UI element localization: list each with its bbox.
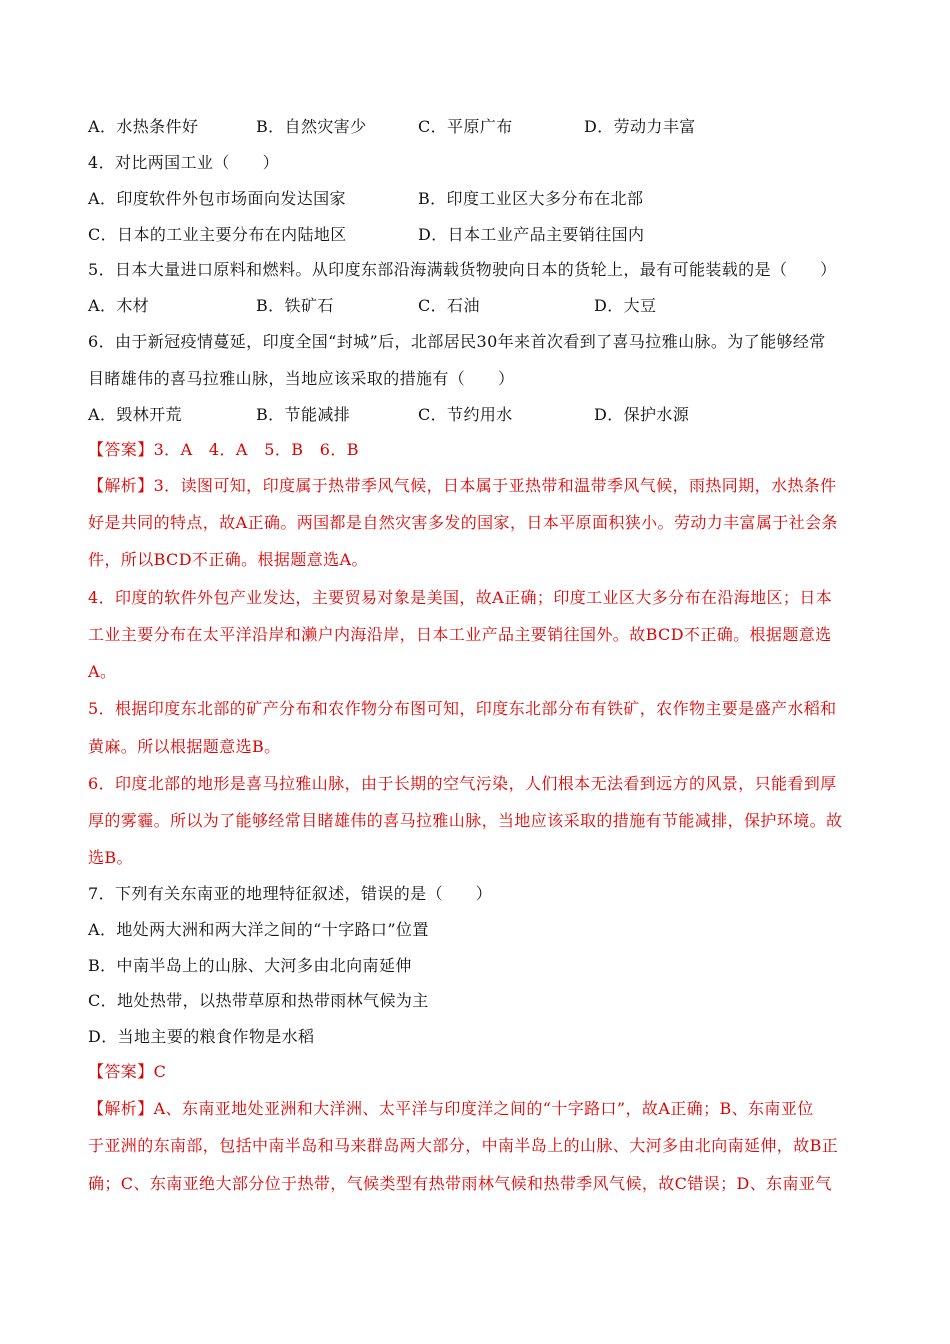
q7-stem: 7．下列有关东南亚的地理特征叙述，错误的是（ ） <box>88 884 493 903</box>
q6-option-c: C．节约用水 <box>418 405 513 424</box>
q6-stem-line-1: 6．由于新冠疫情蔓延，印度全国“封城”后，北部居民30年来首次看到了喜马拉雅山脉。为了能够经常 <box>88 332 826 351</box>
analysis-line: 黄麻。所以根据题意选B。 <box>88 737 281 756</box>
q5-option-d: D．大豆 <box>594 296 657 315</box>
answer-7: 【答案】C <box>88 1062 167 1081</box>
q4-option-b: B．印度工业区大多分布在北部 <box>418 189 644 208</box>
q5-stem: 5．日本大量进口原料和燃料。从印度东部沿海满载货物驶向日本的货轮上，最有可能装载的是（ ） <box>88 260 837 279</box>
analysis-line: 件，所以BCD不正确。根据题意选A。 <box>88 550 368 569</box>
q4-option-c: C．日本的工业主要分布在内陆地区 <box>88 225 347 244</box>
q7-option-b: B．中南半岛上的山脉、大河多由北向南延伸 <box>88 956 412 975</box>
analysis-line: 选B。 <box>88 848 133 867</box>
q6-option-d: D．保护水源 <box>594 405 690 424</box>
analysis-line: 5．根据印度东北部的矿产分布和农作物分布图可知，印度东北部分布有铁矿，农作物主要是盛产水稻和 <box>88 699 837 718</box>
analysis-line: 6．印度北部的地形是喜马拉雅山脉，由于长期的空气污染，人们根本无法看到远方的风景，只能看到厚 <box>88 774 837 793</box>
q4-stem: 4．对比两国工业（ ） <box>88 153 279 172</box>
analysis-line: 【解析】3．读图可知，印度属于热带季风气候，日本属于亚热带和温带季风气候，雨热同期，水热条件 <box>88 476 837 495</box>
analysis-line: A。 <box>88 662 117 681</box>
q3-option-b: B．自然灾害少 <box>256 117 367 136</box>
analysis-line: 工业主要分布在太平洋沿岸和濑户内海沿岸，日本工业产品主要销往国外。故BCD不正确。根据题意选 <box>88 625 832 644</box>
q7-option-c: C．地处热带，以热带草原和热带雨林气候为主 <box>88 991 429 1010</box>
q6-option-b: B．节能减排 <box>256 405 351 424</box>
analysis-line: 确；C、东南亚绝大部分位于热带，气候类型有热带雨林气候和热带季风气候，故C错误；D、东南亚气 <box>88 1174 832 1193</box>
q3-option-a: A．水热条件好 <box>88 117 199 136</box>
analysis-line: 4．印度的软件外包产业发达，主要贸易对象是美国，故A正确；印度工业区大多分布在沿海地区；日本 <box>88 588 833 607</box>
analysis-line: 厚的雾霾。所以为了能够经常目睹雄伟的喜马拉雅山脉，当地应该采取的措施有节能减排，保护环境。故 <box>88 811 843 830</box>
analysis-line: 【解析】A、东南亚地处亚洲和大洋洲、太平洋与印度洋之间的“十字路口”，故A正确；B、东南亚位 <box>88 1099 814 1118</box>
q5-option-c: C．石油 <box>418 296 480 315</box>
q7-option-a: A．地处两大洲和两大洋之间的“十字路口”位置 <box>88 920 429 939</box>
analysis-line: 好是共同的特点，故A正确。两国都是自然灾害多发的国家，日本平原面积狭小。劳动力丰富属于社会条 <box>88 513 838 532</box>
q5-option-a: A．木材 <box>88 296 150 315</box>
q4-option-d: D．日本工业产品主要销往国内 <box>418 225 645 244</box>
q4-option-a: A．印度软件外包市场面向发达国家 <box>88 189 346 208</box>
answer-3-6: 【答案】3．A 4．A 5．B 6．B <box>88 440 359 459</box>
q5-option-b: B．铁矿石 <box>256 296 334 315</box>
q6-stem-line-2: 目睹雄伟的喜马拉雅山脉，当地应该采取的措施有（ ） <box>88 369 515 388</box>
q3-option-d: D．劳动力丰富 <box>584 117 696 136</box>
q7-option-d: D．当地主要的粮食作物是水稻 <box>88 1027 315 1046</box>
analysis-line: 于亚洲的东南部，包括中南半岛和马来群岛两大部分，中南半岛上的山脉、大河多由北向南延伸，故B正 <box>88 1136 839 1155</box>
q6-option-a: A．毁林开荒 <box>88 405 182 424</box>
q3-option-c: C．平原广布 <box>418 117 513 136</box>
